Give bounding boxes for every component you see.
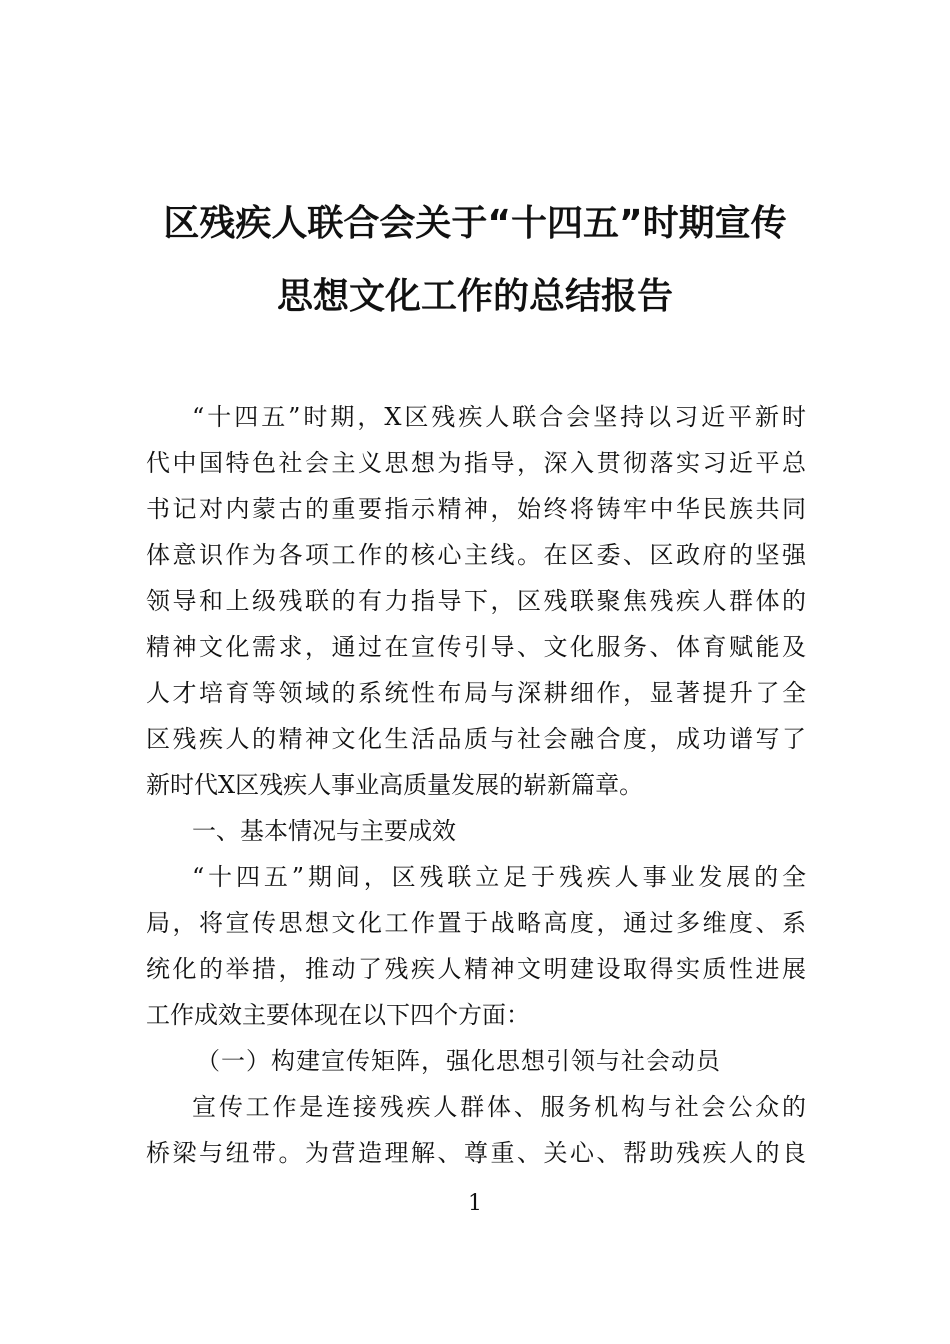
intro-line: 新时代X区残疾人事业高质量发展的崭新篇章。 (146, 771, 644, 799)
subsection-line: 桥梁与纽带。为营造理解、尊重、关心、帮助残疾人的良 (146, 1139, 806, 1167)
subsection-line: 宣传工作是连接残疾人群体、服务机构与社会公众的 (192, 1093, 806, 1121)
intro-line: 代中国特色社会主义思想为指导，深入贯彻落实习近平总 (146, 449, 806, 477)
intro-line: 人才培育等领域的系统性布局与深耕细作，显著提升了全 (146, 679, 806, 707)
section-heading: 一、基本情况与主要成效 (192, 817, 456, 845)
page-number: 1 (468, 1191, 482, 1216)
intro-line: 精神文化需求，通过在宣传引导、文化服务、体育赋能及 (146, 633, 806, 661)
intro-line: 体意识作为各项工作的核心主线。在区委、区政府的坚强 (146, 541, 806, 569)
subsection-heading: （一）构建宣传矩阵，强化思想引领与社会动员 (196, 1047, 721, 1075)
document-title-line-2: 思想文化工作的总结报告 (276, 276, 673, 317)
intro-line: 区残疾人的精神文化生活品质与社会融合度，成功谱写了 (146, 725, 806, 753)
document-title-line-1: 区残疾人联合会关于“十四五”时期宣传 (163, 203, 787, 244)
section-line: 统化的举措，推动了残疾人精神文明建设取得实质性进展 (146, 955, 806, 983)
section-line: “十四五”期间，区残联立足于残疾人事业发展的全 (192, 863, 806, 891)
intro-line: 书记对内蒙古的重要指示精神，始终将铸牢中华民族共同 (146, 495, 806, 523)
intro-line: “十四五”时期，X区残疾人联合会坚持以习近平新时 (192, 403, 806, 431)
section-line: 局，将宣传思想文化工作置于战略高度，通过多维度、系 (146, 909, 806, 937)
intro-line: 领导和上级残联的有力指导下，区残联聚焦残疾人群体的 (146, 587, 806, 615)
section-line: 工作成效主要体现在以下四个方面： (146, 1001, 530, 1029)
